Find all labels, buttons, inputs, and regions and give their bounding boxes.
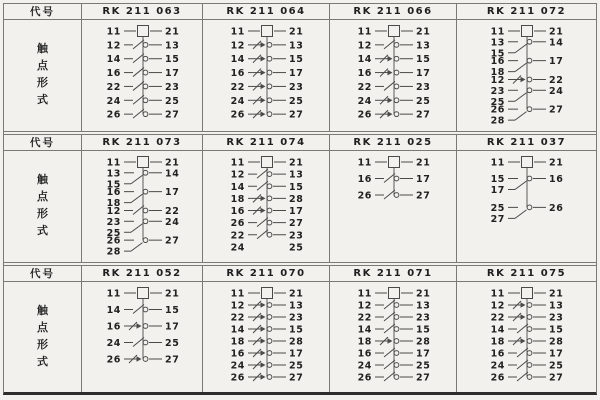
svg-text:25: 25: [490, 202, 505, 214]
model-header: RK 211 072: [457, 4, 596, 20]
svg-text:23: 23: [165, 81, 180, 93]
relay-circuit-svg: [203, 282, 330, 392]
contact-form-label: [4, 20, 82, 131]
svg-text:13: 13: [490, 37, 505, 49]
contact-diagram: [82, 282, 203, 392]
svg-text:14: 14: [230, 54, 245, 66]
contact-diagram: [457, 20, 596, 131]
svg-text:21: 21: [165, 288, 180, 300]
model-header: RK 211 075: [457, 266, 596, 282]
svg-text:16: 16: [490, 56, 505, 68]
svg-text:15: 15: [490, 48, 505, 60]
relay-circuit-svg: [203, 151, 330, 262]
model-header: RK 211 066: [330, 4, 457, 20]
svg-text:22: 22: [165, 206, 180, 217]
svg-text:26: 26: [357, 109, 372, 121]
svg-text:24: 24: [106, 338, 121, 349]
svg-text:24: 24: [490, 360, 505, 372]
contact-diagram: [330, 151, 457, 262]
contact-form-char: 形: [37, 338, 48, 351]
contact-form-char: 触: [37, 42, 48, 55]
contact-form-char: 形: [37, 76, 48, 89]
svg-text:25: 25: [165, 338, 180, 349]
svg-text:17: 17: [490, 185, 505, 196]
svg-text:23: 23: [416, 312, 431, 324]
svg-text:27: 27: [490, 213, 505, 225]
svg-text:28: 28: [549, 336, 564, 348]
relay-circuit-svg: [457, 20, 596, 131]
contact-diagram: [82, 20, 203, 131]
relay-circuit-svg: [82, 151, 203, 262]
contact-form-char: 式: [37, 224, 48, 237]
svg-text:26: 26: [490, 372, 505, 384]
svg-text:14: 14: [357, 324, 372, 336]
svg-text:17: 17: [165, 321, 180, 333]
model-header: RK 211 073: [82, 135, 203, 151]
svg-text:24: 24: [357, 360, 372, 372]
svg-text:27: 27: [289, 372, 304, 384]
svg-text:24: 24: [549, 85, 564, 97]
model-header: RK 211 064: [203, 4, 330, 20]
svg-text:16: 16: [549, 174, 564, 185]
relay-circuit-svg: [82, 20, 203, 131]
svg-text:17: 17: [289, 348, 304, 360]
svg-text:22: 22: [357, 312, 372, 324]
svg-text:26: 26: [106, 235, 121, 247]
svg-text:25: 25: [416, 95, 431, 107]
svg-text:22: 22: [230, 230, 245, 242]
svg-text:11: 11: [357, 26, 372, 38]
relay-circuit-svg: [457, 151, 596, 262]
svg-text:12: 12: [230, 40, 245, 52]
svg-text:17: 17: [549, 56, 564, 68]
svg-text:15: 15: [289, 324, 304, 336]
svg-text:25: 25: [289, 95, 304, 107]
svg-text:27: 27: [289, 109, 304, 121]
svg-text:16: 16: [230, 348, 245, 360]
svg-text:21: 21: [549, 157, 564, 169]
svg-text:15: 15: [165, 54, 180, 66]
svg-text:21: 21: [416, 157, 431, 169]
svg-text:25: 25: [106, 227, 121, 239]
svg-text:16: 16: [106, 321, 121, 333]
svg-text:16: 16: [230, 206, 245, 217]
svg-text:27: 27: [165, 235, 180, 247]
contact-form-char: 式: [37, 93, 48, 106]
svg-text:21: 21: [289, 157, 304, 169]
svg-text:23: 23: [289, 312, 304, 324]
svg-text:27: 27: [416, 372, 431, 384]
svg-text:24: 24: [165, 216, 180, 228]
svg-text:17: 17: [289, 206, 304, 217]
svg-text:23: 23: [549, 312, 564, 324]
svg-text:14: 14: [490, 324, 505, 336]
svg-text:18: 18: [357, 336, 372, 348]
svg-text:26: 26: [230, 109, 245, 121]
svg-text:15: 15: [416, 54, 431, 66]
svg-text:18: 18: [230, 336, 245, 348]
svg-text:16: 16: [357, 68, 372, 80]
svg-text:28: 28: [416, 336, 431, 348]
svg-text:18: 18: [106, 198, 121, 210]
svg-text:28: 28: [289, 336, 304, 348]
svg-text:26: 26: [357, 190, 372, 202]
svg-text:11: 11: [230, 288, 245, 300]
svg-text:25: 25: [289, 360, 304, 372]
svg-text:11: 11: [106, 157, 121, 169]
svg-text:15: 15: [549, 324, 564, 336]
svg-text:11: 11: [357, 288, 372, 300]
svg-text:12: 12: [490, 75, 505, 86]
svg-text:22: 22: [490, 312, 505, 324]
svg-text:21: 21: [416, 26, 431, 38]
svg-text:27: 27: [549, 372, 564, 384]
svg-text:14: 14: [106, 305, 121, 316]
svg-text:27: 27: [416, 109, 431, 121]
svg-text:16: 16: [230, 68, 245, 80]
svg-text:25: 25: [490, 96, 505, 108]
svg-text:15: 15: [106, 179, 121, 191]
model-header: RK 211 052: [82, 266, 203, 282]
svg-text:21: 21: [289, 288, 304, 300]
contact-diagram: [457, 282, 596, 392]
svg-text:16: 16: [106, 187, 121, 199]
relay-circuit-svg: [203, 20, 330, 131]
svg-text:15: 15: [289, 54, 304, 66]
svg-text:12: 12: [230, 300, 245, 312]
svg-text:13: 13: [165, 40, 180, 52]
model-header: RK 211 070: [203, 266, 330, 282]
svg-text:17: 17: [549, 348, 564, 360]
svg-text:13: 13: [549, 300, 564, 312]
relay-circuit-svg: [330, 151, 457, 262]
svg-text:17: 17: [416, 174, 431, 185]
contact-form-char: 式: [37, 355, 48, 368]
svg-text:22: 22: [230, 81, 245, 93]
svg-text:11: 11: [106, 288, 121, 300]
svg-text:14: 14: [106, 54, 121, 66]
svg-text:11: 11: [106, 26, 121, 38]
contact-form-char: 触: [37, 304, 48, 317]
svg-text:16: 16: [490, 348, 505, 360]
svg-text:17: 17: [416, 68, 431, 80]
svg-text:23: 23: [416, 81, 431, 93]
code-header-cell: 代号: [4, 4, 82, 20]
svg-text:11: 11: [357, 157, 372, 169]
svg-text:13: 13: [106, 168, 121, 180]
model-header: RK 211 037: [457, 135, 596, 151]
svg-text:15: 15: [289, 181, 304, 193]
svg-text:11: 11: [230, 26, 245, 38]
svg-text:21: 21: [549, 288, 564, 300]
svg-text:16: 16: [357, 348, 372, 360]
relay-circuit-svg: [330, 282, 457, 392]
svg-text:21: 21: [416, 288, 431, 300]
svg-text:13: 13: [416, 300, 431, 312]
svg-text:12: 12: [106, 206, 121, 217]
svg-text:27: 27: [289, 218, 304, 230]
svg-text:25: 25: [416, 360, 431, 372]
svg-text:18: 18: [490, 336, 505, 348]
svg-text:14: 14: [230, 324, 245, 336]
svg-text:12: 12: [357, 40, 372, 52]
svg-text:26: 26: [230, 218, 245, 230]
svg-text:18: 18: [490, 67, 505, 79]
svg-text:24: 24: [106, 95, 121, 107]
svg-text:21: 21: [165, 157, 180, 169]
svg-text:17: 17: [416, 348, 431, 360]
svg-text:28: 28: [490, 115, 505, 127]
svg-text:26: 26: [106, 354, 121, 366]
svg-text:28: 28: [289, 193, 304, 205]
svg-text:27: 27: [416, 190, 431, 202]
contact-form-char: 点: [37, 190, 48, 203]
svg-text:15: 15: [490, 174, 505, 185]
svg-text:26: 26: [106, 109, 121, 121]
svg-text:23: 23: [289, 230, 304, 242]
contact-diagram: [203, 20, 330, 131]
svg-text:13: 13: [289, 40, 304, 52]
svg-text:23: 23: [289, 81, 304, 93]
model-header: RK 211 063: [82, 4, 203, 20]
svg-text:28: 28: [106, 246, 121, 258]
table-section: [4, 135, 596, 262]
code-header-cell: 代号: [4, 135, 82, 151]
svg-text:15: 15: [165, 305, 180, 316]
contact-form-label: [4, 282, 82, 392]
svg-text:22: 22: [106, 81, 121, 93]
svg-text:26: 26: [357, 372, 372, 384]
contact-diagram: [203, 282, 330, 392]
svg-text:12: 12: [106, 40, 121, 52]
contact-form-char: 点: [37, 321, 48, 334]
svg-text:21: 21: [289, 26, 304, 38]
contact-form-char: 触: [37, 173, 48, 186]
relay-circuit-svg: [82, 282, 203, 392]
svg-text:22: 22: [357, 81, 372, 93]
svg-text:24: 24: [230, 242, 245, 254]
svg-text:22: 22: [549, 75, 564, 86]
svg-text:11: 11: [490, 288, 505, 300]
svg-text:26: 26: [490, 104, 505, 116]
svg-text:25: 25: [165, 95, 180, 107]
svg-text:22: 22: [230, 312, 245, 324]
svg-text:27: 27: [549, 104, 564, 116]
contact-diagram: [330, 20, 457, 131]
svg-text:24: 24: [357, 95, 372, 107]
table-section: [4, 4, 596, 131]
svg-text:23: 23: [106, 216, 121, 228]
svg-text:27: 27: [165, 109, 180, 121]
svg-text:21: 21: [165, 26, 180, 38]
svg-text:14: 14: [165, 168, 180, 180]
svg-text:24: 24: [230, 95, 245, 107]
svg-text:12: 12: [230, 169, 245, 181]
svg-text:26: 26: [549, 202, 564, 214]
svg-text:11: 11: [230, 157, 245, 169]
contact-diagram: [457, 151, 596, 262]
svg-text:17: 17: [289, 68, 304, 80]
svg-text:14: 14: [549, 37, 564, 49]
svg-text:27: 27: [165, 354, 180, 366]
svg-text:12: 12: [357, 300, 372, 312]
svg-text:12: 12: [490, 300, 505, 312]
svg-text:25: 25: [289, 242, 304, 254]
model-header: RK 211 025: [330, 135, 457, 151]
svg-text:14: 14: [230, 181, 245, 193]
table-section: [4, 266, 596, 392]
svg-text:21: 21: [549, 26, 564, 38]
contact-form-char: 点: [37, 59, 48, 72]
model-header: RK 211 071: [330, 266, 457, 282]
svg-text:18: 18: [230, 193, 245, 205]
contact-diagram: [203, 151, 330, 262]
svg-text:11: 11: [490, 26, 505, 38]
svg-text:16: 16: [357, 174, 372, 185]
svg-text:17: 17: [165, 68, 180, 80]
svg-text:23: 23: [490, 85, 505, 97]
svg-text:15: 15: [416, 324, 431, 336]
relay-circuit-svg: [330, 20, 457, 131]
svg-text:13: 13: [416, 40, 431, 52]
relay-circuit-svg: [457, 282, 596, 392]
contact-diagram: [330, 282, 457, 392]
svg-text:13: 13: [289, 169, 304, 181]
svg-text:26: 26: [230, 372, 245, 384]
svg-text:11: 11: [490, 157, 505, 169]
svg-text:17: 17: [165, 187, 180, 199]
code-header-cell: 代号: [4, 266, 82, 282]
svg-text:16: 16: [106, 68, 121, 80]
svg-text:24: 24: [230, 360, 245, 372]
svg-text:25: 25: [549, 360, 564, 372]
contact-form-char: 形: [37, 207, 48, 220]
svg-text:13: 13: [289, 300, 304, 312]
relay-contact-spec-table: [3, 3, 597, 395]
contact-form-label: [4, 151, 82, 262]
contact-diagram: [82, 151, 203, 262]
model-header: RK 211 074: [203, 135, 330, 151]
svg-text:14: 14: [357, 54, 372, 66]
